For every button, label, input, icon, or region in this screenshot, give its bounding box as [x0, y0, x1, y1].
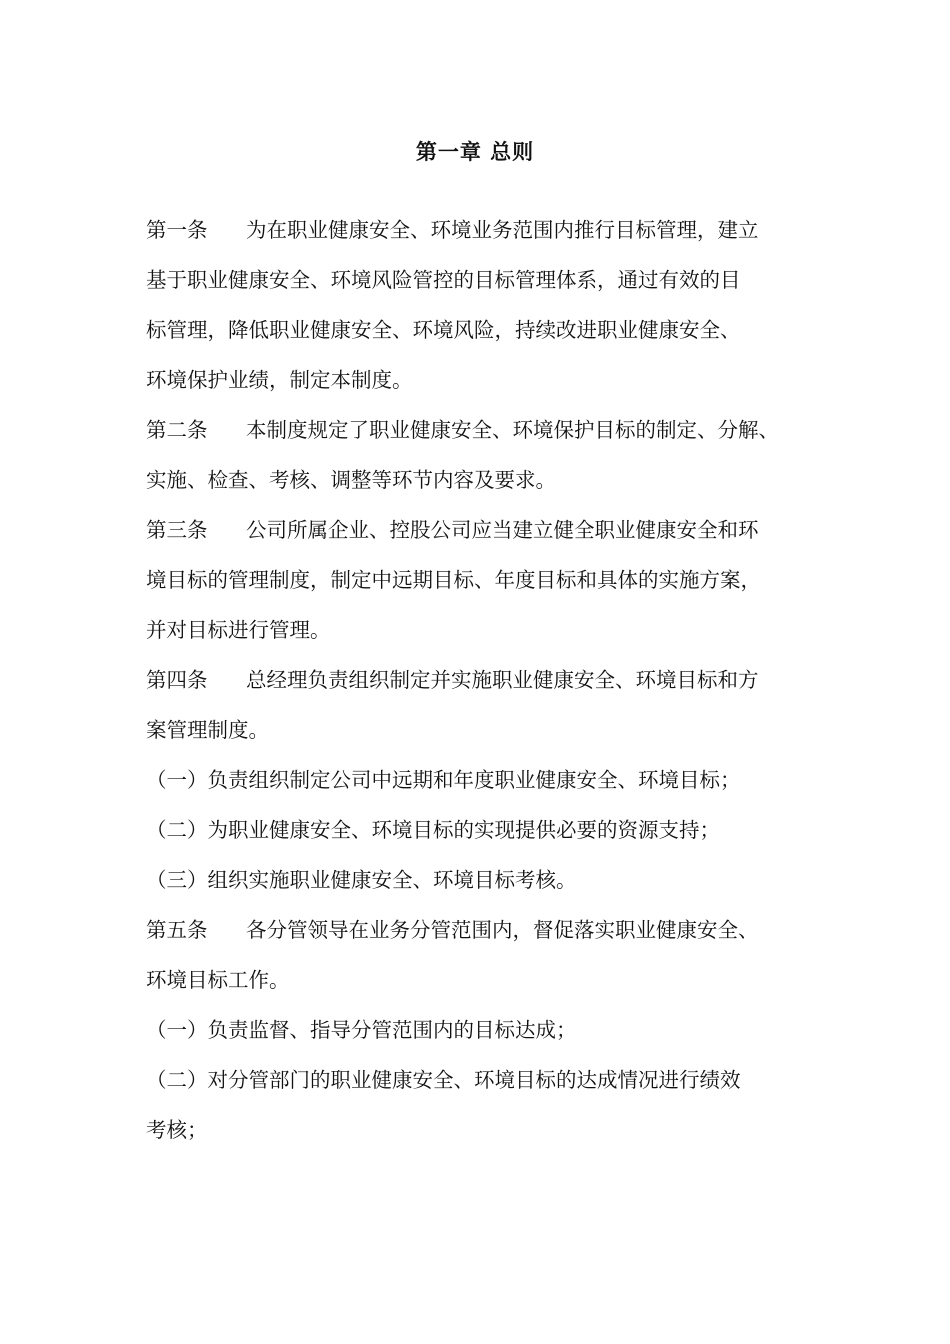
article-1-first-line [146, 205, 836, 255]
article-3-text-line: 并对目标进行管理。 [146, 618, 331, 642]
article-5-item: （一）负责监督、指导分管范围内的目标达成； [146, 1018, 577, 1042]
article-1-text-line: 为在职业健康安全、环境业务范围内推行目标管理，建立 [246, 218, 759, 242]
article-3-text-line: 境目标的管理制度，制定中远期目标、年度目标和具体的实施方案， [146, 568, 761, 592]
article-4-text-line: 案管理制度。 [146, 718, 269, 742]
article-4-item: （三）组织实施职业健康安全、环境目标考核。 [146, 868, 577, 892]
article-4-text-line: 总经理负责组织制定并实施职业健康安全、环境目标和方 [246, 668, 759, 692]
article-4-item: （一）负责组织制定公司中远期和年度职业健康安全、环境目标； [146, 768, 741, 792]
article-5-text-line: 环境目标工作。 [146, 968, 290, 992]
article-5-text-line: 各分管领导在业务分管范围内，督促落实职业健康安全、 [246, 918, 759, 942]
article-5-first-line [146, 905, 836, 955]
article-2-text-line: 本制度规定了职业健康安全、环境保护目标的制定、分解、 [246, 418, 779, 442]
article-1-text-line: 基于职业健康安全、环境风险管控的目标管理体系，通过有效的目 [146, 268, 741, 292]
article-2-text-line: 实施、检查、考核、调整等环节内容及要求。 [146, 468, 556, 492]
article-4-item: （二）为职业健康安全、环境目标的实现提供必要的资源支持； [146, 818, 720, 842]
article-1-text-line: 标管理，降低职业健康安全、环境风险，持续改进职业健康安全、 [146, 318, 741, 342]
article-5-item: （二）对分管部门的职业健康安全、环境目标的达成情况进行绩效 [146, 1068, 741, 1092]
article-5-number: 第五条 [146, 918, 208, 942]
article-1-number: 第一条 [146, 218, 208, 242]
chapter-title: 第一章 总则 [415, 140, 535, 164]
article-4-number: 第四条 [146, 668, 208, 692]
article-2-first-line [146, 405, 836, 455]
article-5-item: 考核； [146, 1118, 208, 1142]
article-3-number: 第三条 [146, 518, 208, 542]
article-3-text-line: 公司所属企业、控股公司应当建立健全职业健康安全和环 [246, 518, 759, 542]
document-body [146, 205, 836, 1155]
article-3-first-line [146, 505, 836, 555]
article-2-number: 第二条 [146, 418, 208, 442]
article-1-text-line: 环境保护业绩，制定本制度。 [146, 368, 413, 392]
article-4-first-line [146, 655, 836, 705]
